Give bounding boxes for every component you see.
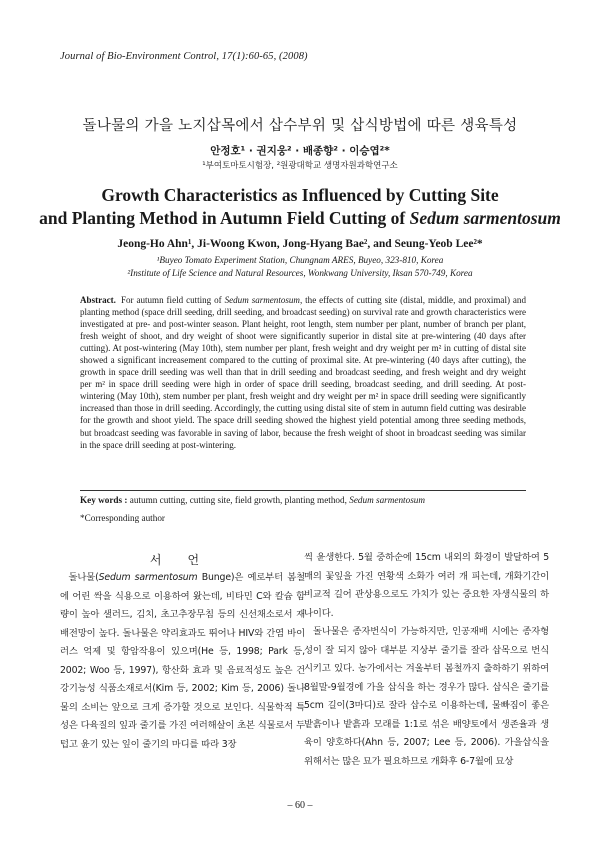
journal-citation: Journal of Bio-Environment Control, 17(1):60-65, (2008) [60,51,308,62]
intro-right-paragraph-2: 돌나물은 종자번식이 가능하지만, 인공재배 시에는 종자형성이 잘 되지 않아 대부분 지상부 줄기를 잘라 삽목으로 번식시키고 있다. 농가에서는 겨울부터 봄철까지 출하하기 위하여 8월말-9월경에 가을 삽식을 하는 경우가 많다. 삽식은 줄기를 5cm 길이(3마디)로 잘라 삽수로 이용하는데, 물빠짐이 좋은 밭흙이나 밭흙과 모래를 1:1로 섞은 배양토에서 생존율과 생육이 양호하다(Ahn 등, 2007; Lee 등, 2006). 가을삽식을 위해서는 많은 묘가 필요하므로 개화후 6-7월에 묘상 [304,626,549,767]
page-number: – 60 – [287,800,313,811]
english-title-line2-text: and Planting Method in Autumn Field Cutting of [39,208,410,228]
section-heading-introduction: 서언 [149,553,226,567]
english-affiliation-2: ²Institute of Life Science and Natural Resources, Wonkwang University, Iksan 570-749, Korea [127,267,473,278]
english-title-species: Sedum sarmentosum [409,208,561,228]
abstract-label: Abstract. [80,295,116,305]
english-authors: Jeong-Ho Ahn¹, Ji-Woong Kwon, Jong-Hyang Bae², and Seung-Yeob Lee²* [117,238,483,250]
english-affiliations [0,254,600,279]
keywords-divider [80,490,526,491]
keywords-species: Sedum sarmentosum [349,495,426,505]
english-affiliation-1: ¹Buyeo Tomato Experiment Station, Chungnam ARES, Buyeo, 323-810, Korea [156,255,444,265]
corresponding-author-note: *Corresponding author [80,513,165,523]
intro-right-column [304,549,549,771]
intro-left-text: Bunge)은 예로부터 봄철에 어린 싹을 식용으로 이용하여 왔는데, 비타민 C와 칼슘 함량이 높아 샐러드, 김치, 초고추장무침 등의 신선채소로서 재배전망이 높다. 돌나물은 약리효과도 뛰어나 HIV와 간염 바이러스 억제 및 항암작용이 있으며(He 등, 1998; Park 등, 2002; Woo 등, 1997), 항산화 효과 및 음료적성도 높은 건강기능성 식품소재로서(Kim 등, 2002; Kim 등, 2006) 돌나물의 소비는 앞으로 크게 증가할 것으로 보인다. 식물학적 특성은 다육질의 잎과 줄기를 가진 여러해살이 초본 식물로서 두텁고 윤기 있는 잎이 줄기의 마디를 따라 3장 [60,572,305,750]
abstract-text-pre: For autumn field cutting of [120,295,225,305]
abstract [80,294,526,451]
keywords [80,495,526,505]
intro-right-paragraph-1: 씩 윤생한다. 5월 중하순에 15cm 내외의 화경이 발달하여 5매의 꽃잎을 가진 연황색 소화가 여러 개 피는데, 개화기간이 비교적 길어 관상용으로도 가치가 있는 중요한 자생식물의 하나이다. [304,552,549,619]
korean-title: 돌나물의 가을 노지삽목에서 삽수부위 및 삽식방법에 따른 생육특성 [82,118,518,134]
intro-left-text-pre: 돌나물( [68,572,99,583]
intro-left-species: Sedum sarmentosum [98,572,198,583]
keywords-text: autumn cutting, cutting site, field growth, planting method, [127,495,350,505]
abstract-text: the effects of cutting site (distal, middle, and proximal) and planting method (space drill seeding, drill seeding, and broadcast seeding) on survival rate and growth characteristics were investigated at pre- and post-winter season. Plant height, root length, stem number per plant, number of branch per plant, fresh weight of shoot, and dry weight of shoot were significantly superior in distal site at pre-wintering (40 days after cutting). At post-wintering (May 10th), stem number per plant, fresh weight and dry weight per m² in cutting of distal site showed a significant increasement compared to the cutting of proximal site. At pre-wintering (40 days after cutting), the growth in space drill seeding was well than that in drill seeding and broadcast seeding, and fresh weight and dry weight per m² in space drill seeding were high in order of space drill seeding, broadcast seeding, and drill seeding. At post-wintering (May 10th), stem number per plant, fresh weight and dry weight per m² in space drill seeding were significantly increased than those in drill seeding. Accordingly, the cutting using distal site of stem in autumn field cutting was desirable for the growth and shoot yield. The space drill seeding showed the highest yield potential among three seeding methods, but broadcast seeding was favorable in saving of labor, because the fresh weight of shoot in broadcast seeding was similar in the space drill seeding at post-wintering. [80,295,526,450]
korean-affiliation: ¹부여토마토시험장, ²원광대학교 생명자원과학연구소 [202,161,398,171]
english-title-line2 [0,207,600,230]
english-title [0,184,600,230]
abstract-species: Sedum sarmentosum, [224,295,303,305]
keywords-label: Key words : [80,495,128,505]
korean-authors: 안정호¹ · 권지웅² · 배종향² · 이승엽²* [210,145,390,157]
english-title-line1: Growth Characteristics as Influenced by Cutting Site [101,185,499,205]
intro-left-column [60,569,305,754]
